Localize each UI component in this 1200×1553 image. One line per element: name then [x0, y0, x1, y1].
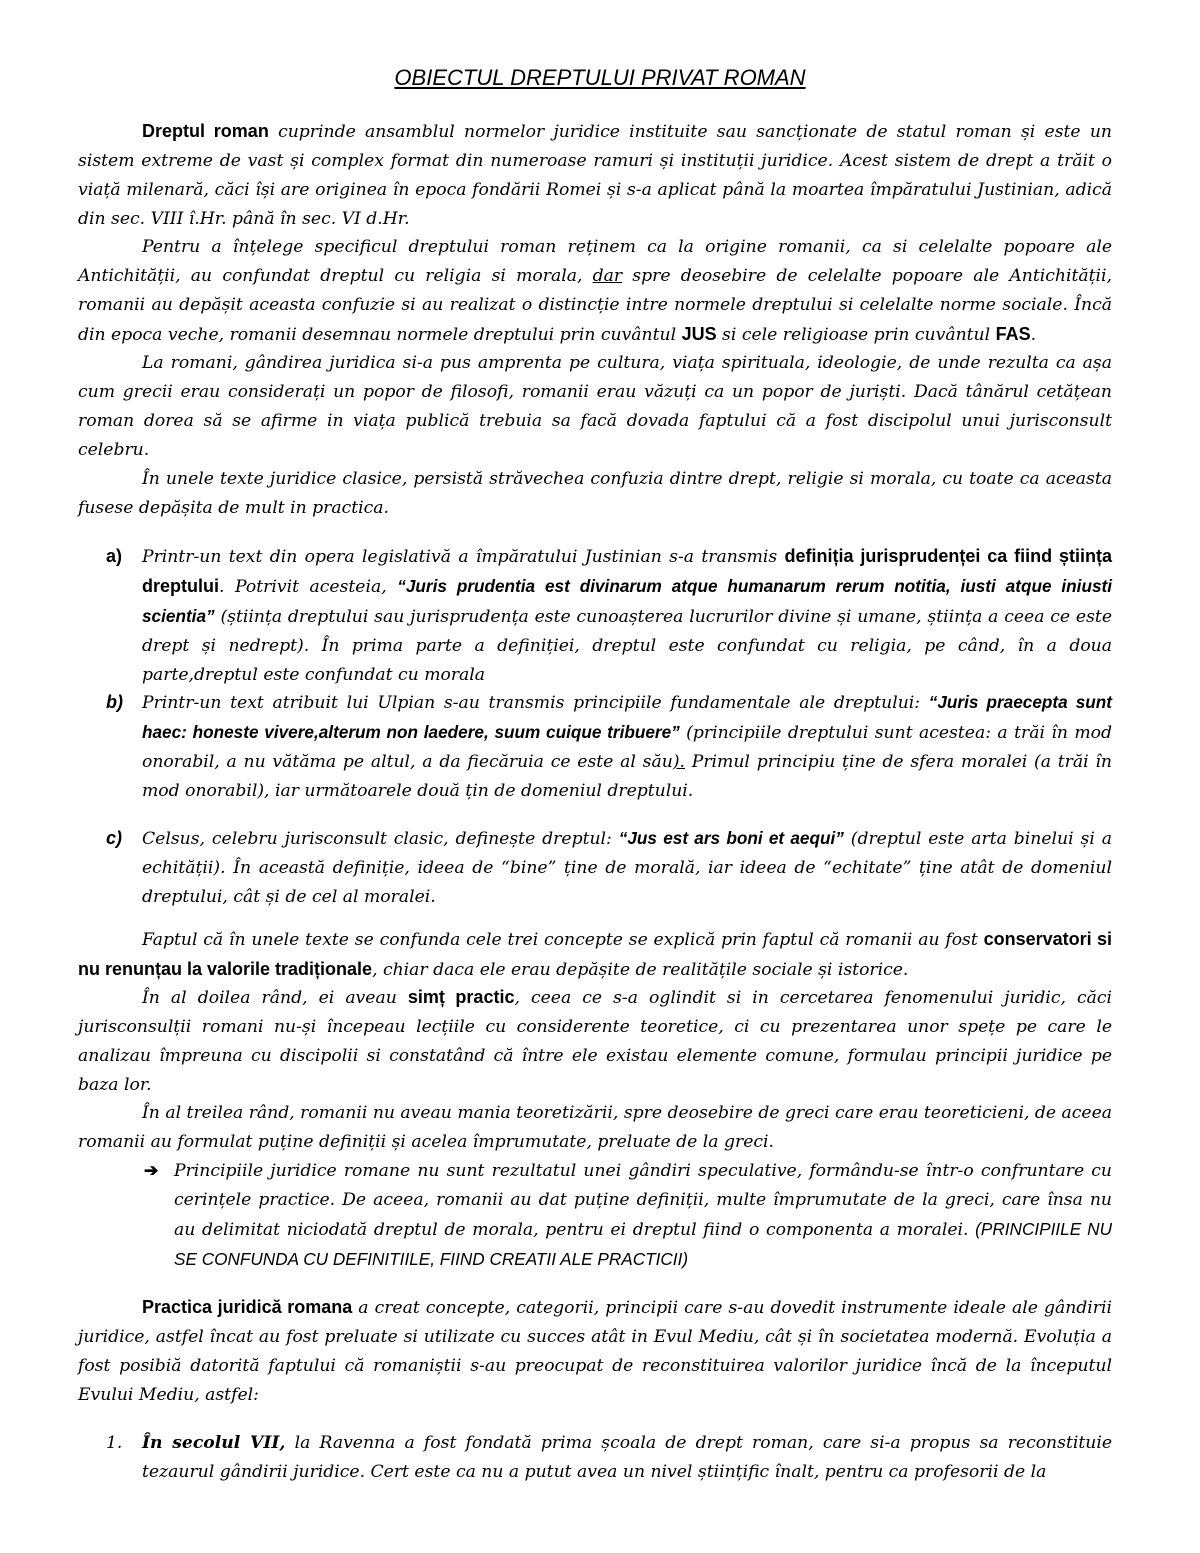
paragraph-text: În al doilea rând, ei aveau	[142, 988, 408, 1008]
item-text: (știința dreptului sau jurisprudența este cunoașterea lucrurilor divine și umane, știința a ceea ce este drept și nedrept). În prima parte a definiției, dreptul este confundat cu religia, pe când, în a doua parte,dreptul este confundat cu morala	[142, 607, 1112, 685]
term-simt-practic: simț practic	[407, 987, 515, 1007]
paragraph-juristi: La romani, gândirea juridica si-a pus amprenta pe cultura, viața spirituala, ideologie, de unde rezulta ca așa cum grecii erau considerați un popor de filosofi, romanii erau văzuți ca un popor de juriști. Dacă tânărul cetățean roman dorea să se afirme in viața publică trebuia sa facă dovada faptului că a fost discipolul unui jurisconsult celebru.	[78, 353, 1112, 460]
paragraph-text: si cele religioase prin cuvântul	[716, 325, 996, 345]
item-text: la Ravenna a fost fondată prima școala de drept roman, care si-a propus sa reconstituie tezaurul gândirii juridice. Cert este ca nu a putut avea un nivel științific înalt, pentru ca profesorii de la	[142, 1433, 1112, 1482]
list-item-text	[142, 542, 1112, 690]
term-conservatori: conservatori si nu renunțau la valorile tradiționale	[78, 929, 1112, 979]
item-text: . Potrivit acesteia,	[219, 577, 398, 597]
list-item-text	[142, 688, 1112, 806]
paragraph-text: Pentru a înțelege specificul dreptului roman reținem ca la origine romanii, ca si celelalte popoare ale Antichității, au confundat dreptul cu religia si morala,	[78, 237, 1112, 286]
list-marker: c)	[106, 828, 123, 848]
item-text: Printr-un text din opera legislativă a împăratului Justinian s-a transmis	[142, 547, 785, 567]
term-jus: JUS	[681, 324, 717, 344]
paragraph-text: a creat concepte, categorii, principii care s-au dovedit instrumente ideale ale gândirii juridice, astfel încat au fost preluate si utilizate cu succes atât in Evul Mediu, cât și în societatea modernă. Evoluția a fost posibiă datorită faptului că romaniștii s-au preocupat de reconstituirea valorilor juridice încă de la începutul Evului Mediu, astfel:	[78, 1298, 1112, 1405]
page-title: OBIECTUL DREPTULUI PRIVAT ROMAN	[394, 65, 806, 90]
paragraph-text: , chiar daca ele erau depășite de realitățile sociale și istorice.	[372, 960, 909, 980]
term-dreptul-roman: Dreptul roman	[142, 121, 269, 141]
item-text: (principiile dreptului sunt acestea: a trăi în mod onorabil, a nu vătăma pe altul, a da fiecăruia ce este al său	[142, 723, 1113, 772]
item-text: Primul principiu ține de sfera moralei (a trăi în mod onorabil), iar următoarele două țin de domeniul dreptului.	[142, 752, 1112, 801]
item-text: (dreptul este arta binelui și a echității). În această definiție, ideea de “bine” ține de morală, iar ideea de “echitate” ține atât de domeniul dreptului, cât și de cel al moralei.	[142, 829, 1112, 907]
paragraph-text: cuprinde ansamblul normelor juridice instituite sau sancționate de statul roman și este un sistem extreme de vast și complex format din numeroase ramuri și instituții juridice. Acest sistem de drept a trăit o viață milenară, căci își are originea în epoca fondării Romei și s-a aplicat până la moartea împăratului Justinian, adică din sec. VIII î.Hr. până în sec. VI d.Hr.	[78, 122, 1113, 229]
arrow-right-icon: ➔	[144, 1161, 159, 1181]
paragraph-practica-juridica	[78, 1293, 1112, 1410]
list-marker: 1.	[106, 1433, 123, 1453]
paragraph-text: , ceea ce s-a oglindit si in cercetarea fenomenului juridic, căci jurisconsulții romani nu-și începeau lecțiile cu considerente teoretice, ci cu prezentarea unor spețe pe care le analizau împreuna cu discipolii si constatând că între ele existau elemente comune, formulau principii juridice pe baza lor.	[78, 988, 1113, 1095]
arrow-item-text	[174, 1157, 1112, 1275]
list-item-text	[142, 824, 1112, 912]
latin-quote: “Juris praecepta sunt haec: honeste vivere,alterum non laedere, suum cuique tribuere”	[142, 692, 1112, 742]
list-item-text	[142, 1429, 1112, 1487]
paragraph-conservatori	[78, 925, 1112, 985]
paragraph-teoretizare: În al treilea rând, romanii nu aveau mania teoretizării, spre deosebire de greci care erau teoreticieni, de aceea romanii au formulat puține definiții și acelea împrumutate, preluate de la greci.	[78, 1103, 1112, 1152]
paragraph-text: spre deosebire de celelalte popoare ale Antichității, romanii au depășit aceasta confuzie si au realizat o distincție intre normele dreptului si celelalte norme sociale. Încă din epoca veche, romanii desemnau normele dreptului prin cuvântul	[78, 266, 1112, 345]
paragraph-simt-practic	[78, 983, 1112, 1100]
paragraph-text: Faptul că în unele texte se confunda cele trei concepte se explică prin faptul că romanii au fost	[142, 930, 984, 950]
paragraph-intro	[78, 117, 1112, 234]
item-text: Principiile juridice romane nu sunt rezultatul unei gândiri speculative, formându-se într-o confruntare cu cerințele practice. De aceea, romanii au dat puține definiții, multe împrumutate de la greci, care însa nu au delimitat niciodată dreptul de morala, pentru ei dreptul fiind o componenta a moralei.	[174, 1161, 1112, 1240]
term-practica-juridica: Practica juridică romana	[142, 1297, 353, 1317]
underlined-text: ).	[672, 752, 685, 772]
paragraph-jus-fas	[78, 233, 1112, 350]
term-fas: FAS	[995, 324, 1031, 344]
term-secolul-vii: În secolul VII,	[142, 1433, 286, 1453]
underlined-word: dar	[592, 266, 623, 286]
item-text: Printr-un text atribuit lui Ulpian s-au transmis principiile fundamentale ale dreptului:	[142, 693, 929, 713]
list-marker: b)	[106, 692, 123, 712]
latin-quote: “Juris prudentia est divinarum atque humanarum rerum notitia, iusti atque iniusti scientia”	[142, 576, 1112, 626]
paragraph-text: .	[1030, 325, 1037, 345]
paragraph-confuzie: În unele texte juridice clasice, persistă străvechea confuzia dintre drept, religie si morala, cu toate ca aceasta fusese depășita de mult in practica.	[78, 469, 1112, 518]
list-marker: a)	[106, 546, 123, 566]
term-definitia-jurisprudentei: definiția jurisprudenței ca fiind știința dreptului	[142, 546, 1112, 596]
item-text: Celsus, celebru jurisconsult clasic, definește dreptul:	[142, 829, 619, 849]
latin-quote: “Jus est ars boni et aequi”	[618, 828, 844, 848]
caps-note: (PRINCIPIILE NU SE CONFUNDA CU DEFINITIILE, FIIND CREATII ALE PRACTICII)	[174, 1219, 1112, 1269]
